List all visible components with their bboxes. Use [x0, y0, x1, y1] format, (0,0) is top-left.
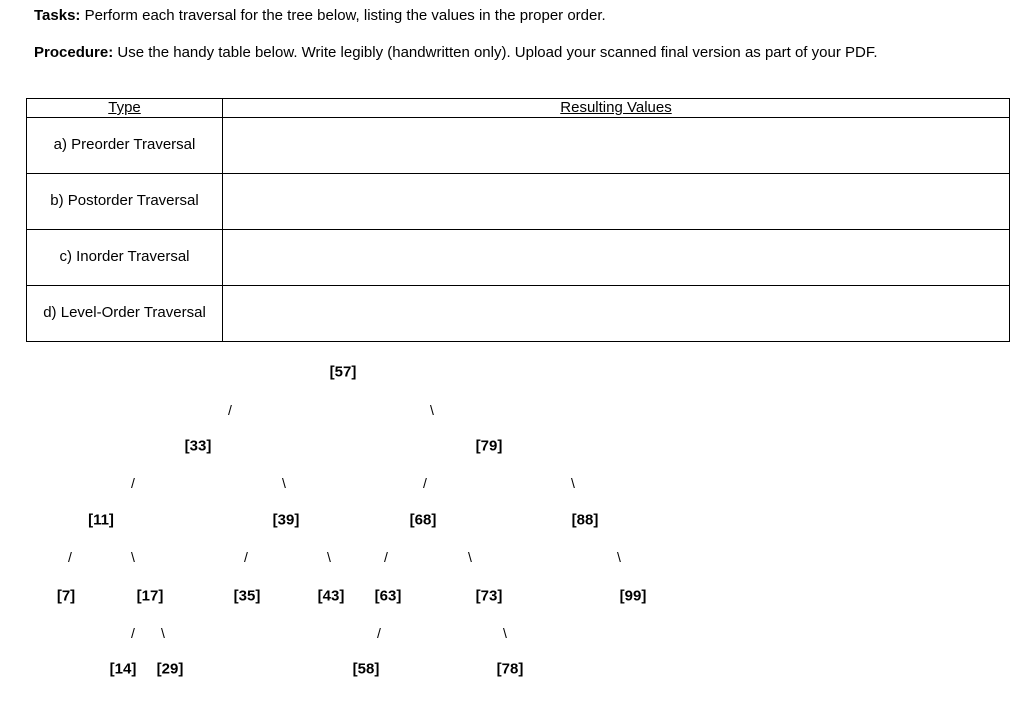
tree-edge-right: \ [571, 475, 575, 491]
tree-edge-left: / [228, 402, 232, 418]
header-resulting-values: Resulting Values [223, 99, 1010, 118]
row-type-preorder: a) Preorder Traversal [27, 118, 223, 174]
tree-node: [7] [56, 587, 76, 605]
tree-node: [79] [475, 437, 503, 455]
tree-edge-right: \ [161, 625, 165, 641]
tree-node: [35] [233, 587, 261, 605]
tree-node: [29] [156, 660, 184, 678]
tree-node: [39] [272, 511, 300, 529]
tree-node: [33] [184, 437, 212, 455]
tree-edge-right: \ [617, 549, 621, 565]
tree-node: [14] [109, 660, 137, 678]
row-type-inorder: c) Inorder Traversal [27, 230, 223, 286]
tree-edge-right: \ [327, 549, 331, 565]
tree-edge-left: / [423, 475, 427, 491]
tree-node: [78] [496, 660, 524, 678]
header-type: Type [27, 99, 223, 118]
tree-node: [17] [136, 587, 164, 605]
tree-edge-right: \ [503, 625, 507, 641]
procedure-text: Use the handy table below. Write legibly (handwritten only). Upload your scanned final version as part of your PDF. [113, 44, 878, 61]
tree-node: [73] [475, 587, 503, 605]
row-type-postorder: b) Postorder Traversal [27, 174, 223, 230]
tasks-text: Perform each traversal for the tree below, listing the values in the proper order. [80, 7, 606, 24]
tree-edge-left: / [68, 549, 72, 565]
tree-edge-left: / [377, 625, 381, 641]
tree-node: [57] [329, 363, 357, 381]
tree-node: [63] [374, 587, 402, 605]
tree-edge-left: / [131, 475, 135, 491]
tree-node: [11] [88, 511, 114, 529]
tree-edge-left: / [131, 625, 135, 641]
tree-node: [43] [317, 587, 345, 605]
tree-edge-right: \ [282, 475, 286, 491]
tree-node: [99] [619, 587, 647, 605]
row-type-level-order: d) Level-Order Traversal [27, 286, 223, 342]
procedure-label: Procedure: [34, 44, 114, 61]
tree-edge-left: / [244, 549, 248, 565]
tree-node: [68] [409, 511, 437, 529]
tasks-label: Tasks: [34, 7, 81, 24]
tree-node: [58] [352, 660, 380, 678]
tree-edge-right: \ [131, 549, 135, 565]
tree-edge-right: \ [430, 402, 434, 418]
tree-node: [88] [571, 511, 599, 529]
tree-edge-left: / [384, 549, 388, 565]
tree-edge-right: \ [468, 549, 472, 565]
